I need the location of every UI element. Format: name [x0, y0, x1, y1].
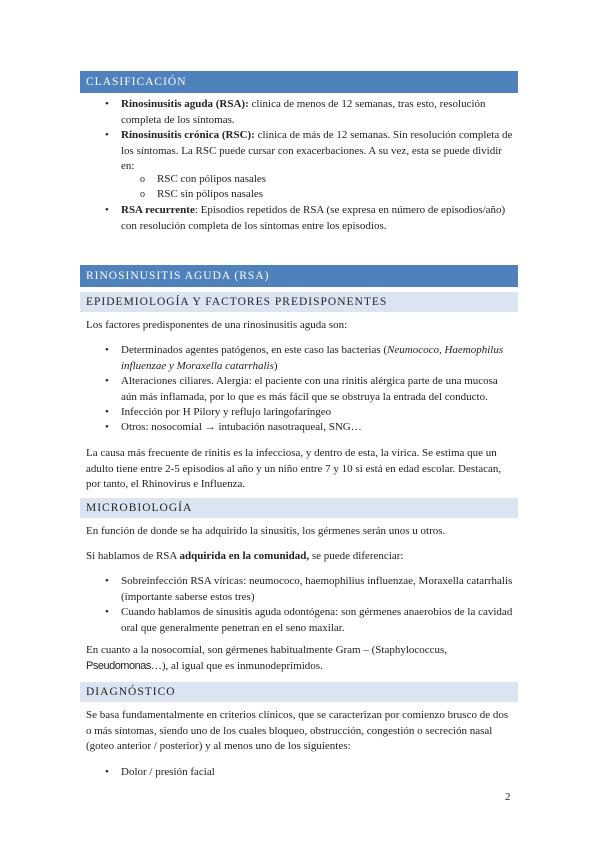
- list-item-rsc: Rinosinusitis crónica (RSC): clínica de más de 12 semanas. Sin resolución completa de los síntomas. La RSC puede cursar con exacerbaciones. A su vez, esta se puede dividir en:: [121, 129, 513, 172]
- sub-bullet-marker: o: [140, 174, 145, 185]
- bullet-marker: •: [105, 421, 109, 433]
- bullet-marker: •: [105, 406, 109, 418]
- list-item: Otros: nosocomial → intubación nasotraqueal, SNG…: [121, 421, 362, 433]
- subsection-header-microbiologia: MICROBIOLOGÍA: [80, 498, 518, 518]
- paragraph: En función de donde se ha adquirido la sinusitis, los gérmenes serán unos u otros.: [86, 525, 446, 537]
- term: Rinosinusitis aguda (RSA):: [121, 98, 249, 110]
- subsection-header-diagnostico: DIAGNÓSTICO: [80, 682, 518, 702]
- list-item: Sobreinfección RSA víricas: neumococo, haemophilius influenzae, Moraxella catarrhalis (importante saberse estos tres): [121, 575, 513, 603]
- paragraph: En cuanto a la nosocomial, son gérmenes habitualmente Gram – (Staphylococcus, Pseudomonas…), al igual que es inmunodeprimidos.: [86, 644, 448, 672]
- list-item: Dolor / presión facial: [121, 766, 215, 778]
- list-item: Alteraciones ciliares. Alergia: el paciente con una rinitis alérgica parte de una mucosa aún más inflamada, por lo que es más fácil que se obstruya la entrada del conducto.: [121, 375, 498, 403]
- bullet-marker: •: [105, 375, 109, 387]
- sub-item: RSC sin pólipos nasales: [157, 188, 264, 200]
- section-header-rsa: RINOSINUSITIS AGUDA (RSA): [80, 265, 518, 287]
- bullet-marker: •: [105, 606, 109, 618]
- term: RSA recurrente: [121, 204, 195, 216]
- paragraph: La causa más frecuente de rinitis es la infecciosa, y dentro de esta, la vírica. Se estima que un adulto tiene entre 2-5 episodios al año y un niño entre 7 y 10 si está en edad escolar. Destacan, por tanto, el Rhinovirus e Influenza.: [86, 447, 502, 490]
- page-number: 2: [505, 791, 511, 803]
- list-item: Cuando hablamos de sinusitis aguda odontógena: son gérmenes anaerobios de la cavidad oral que generalmente penetran en el seno maxilar.: [121, 606, 513, 634]
- paragraph: Se basa fundamentalmente en criterios clínicos, que se caracterizan por comienzo brusco de dos o más síntomas, siendo uno de los cuales bloqueo, obstrucción, congestión o secreción nasal (goteo anterior / posterior) y al menos uno de los siguientes:: [86, 709, 509, 752]
- list-item-rsa-recurrente: RSA recurrente: Episodios repetidos de RSA (se expresa en número de episodios/año) con resolución completa de los síntomas entre los episodios.: [121, 204, 506, 232]
- paragraph: Los factores predisponentes de una rinosinusitis aguda son:: [86, 319, 348, 331]
- bullet-marker: •: [105, 98, 109, 110]
- bullet-marker: •: [105, 766, 109, 778]
- list-item: Determinados agentes patógenos, en este caso las bacterias (Neumococo, Haemophilus influenzae y Moraxella catarrhalis): [121, 344, 504, 372]
- bullet-marker: •: [105, 344, 109, 356]
- bullet-marker: •: [105, 204, 109, 216]
- sub-bullet-marker: o: [140, 189, 145, 200]
- sub-item: RSC con pólipos nasales: [157, 173, 267, 185]
- term: Rinosinusitis crónica (RSC):: [121, 129, 255, 141]
- subsection-header-epidemiologia: EPIDEMIOLOGÍA Y FACTORES PREDISPONENTES: [80, 292, 518, 312]
- list-item-rsa: Rinosinusitis aguda (RSA): clínica de menos de 12 semanas, tras esto, resolución completa de los síntomas.: [121, 98, 486, 126]
- bullet-marker: •: [105, 575, 109, 587]
- section-header-clasificacion: CLASIFICACIÓN: [80, 71, 518, 93]
- paragraph: Si hablamos de RSA adquirida en la comunidad, se puede diferenciar:: [86, 550, 404, 562]
- bullet-marker: •: [105, 129, 109, 141]
- list-item: Infección por H Pilory y reflujo laringofaríngeo: [121, 406, 332, 418]
